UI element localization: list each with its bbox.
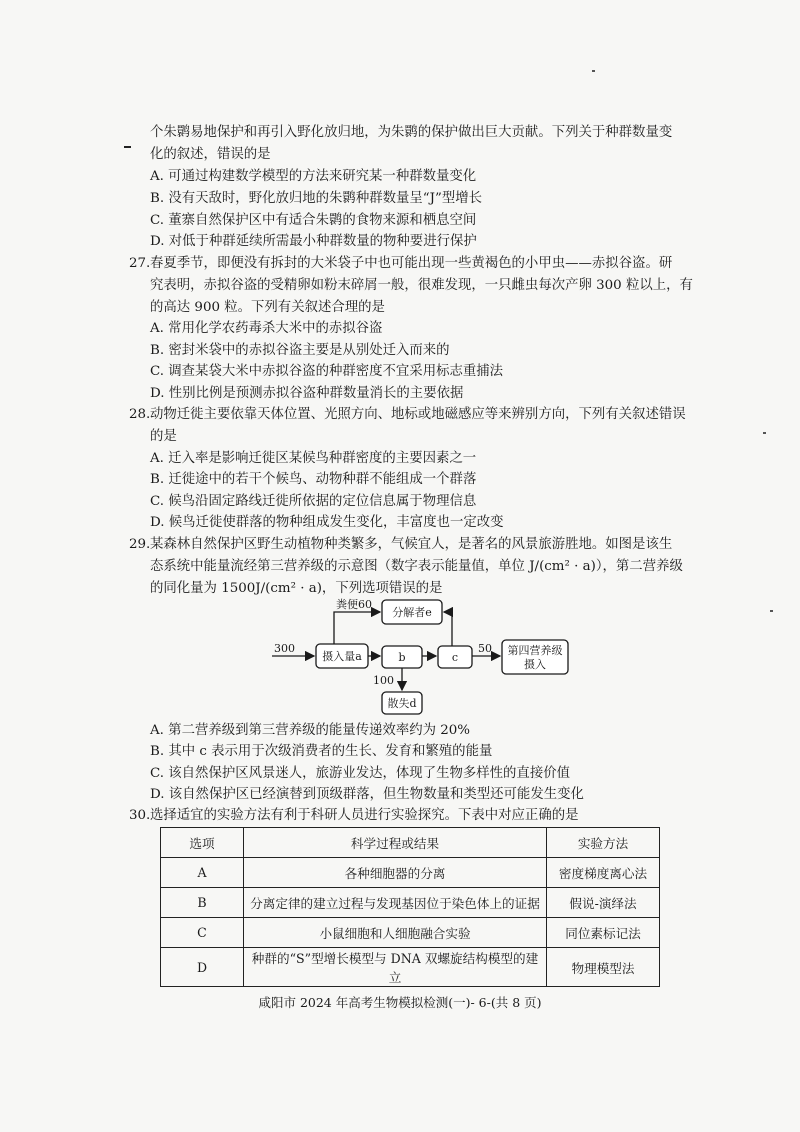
q27-stem-line3: 的高达 900 粒。下列有关叙述合理的是 [150,300,385,315]
q27-stem-line1: 春夏季节，即便没有拆封的大米袋子中也可能出现一些黄褐色的小甲虫——赤拟谷盗。研 [150,256,673,271]
margin-mark [124,146,131,148]
q29-option-b: B. 其中 c 表示用于次级消费者的生长、发育和繁殖的能量 [150,744,493,759]
energy-flow-diagram [262,590,602,718]
page-footer: 咸阳市 2024 年高考生物模拟检测(一)- 6-(共 8 页) [258,995,542,1010]
q26-intro-line2: 化的叙述，错误的是 [150,147,271,162]
row-d-method: 物理模型法 [547,948,660,987]
experiment-methods-table [160,827,660,987]
row-c-option: C [161,918,244,948]
scan-speck [592,70,595,72]
row-c-method: 同位素标记法 [547,918,660,948]
q26-intro-line1: 个朱鹮易地保护和再引入野化放归地，为朱鹮的保护做出巨大贡献。下列关于种群数量变 [150,125,673,140]
q28-option-d: D. 候鸟迁徙使群落的物种组成发生变化，丰富度也一定改变 [150,515,504,530]
header-process: 科学过程或结果 [244,828,547,858]
q29-option-a: A. 第二营养级到第三营养级的能量传递效率约为 20% [150,723,471,738]
q28-option-b: B. 迁徙途中的若干个候鸟、动物种群不能组成一个群落 [150,472,477,487]
q27-option-c: C. 调查某袋大米中赤拟谷盗的种群密度不宜采用标志重捕法 [150,364,504,379]
scan-speck [770,610,773,612]
q27-number: 27. [129,256,151,271]
q30-number: 30. [129,808,151,823]
loss-label: 散失d [387,697,417,710]
c-to-decomposer-arrow [444,612,452,646]
q29-stem-line2: 态系统中能量流经第三营养级的示意图（数字表示能量值，单位 J/(cm² · a)），第二营养级 [150,559,683,574]
row-b-option: B [161,888,244,918]
row-a-option: A [161,858,244,888]
row-c-process: 小鼠细胞和人细胞融合实验 [244,918,547,948]
q26-option-b: B. 没有天敌时，野化放归地的朱鹮种群数量呈“J”型增长 [150,191,483,206]
row-b-process: 分离定律的建立过程与发现基因位于染色体上的证据 [244,888,547,918]
table-row [161,888,660,918]
table-row [161,948,660,987]
q28-option-a: A. 迁入率是影响迁徙区某候鸟种群密度的主要因素之一 [150,451,477,466]
fourth-level-label-line2: 摄入 [524,658,546,671]
row-a-process: 各种细胞器的分离 [244,858,547,888]
table-header-row [161,828,660,858]
feces-arrow [334,612,380,644]
q30-stem: 选择适宜的实验方法有利于科研人员进行实验探究。下表中对应正确的是 [150,808,579,823]
q29-stem-line1: 某森林自然保护区野生动植物种类繁多，气候宜人，是著名的风景旅游胜地。如图是该生 [150,537,673,552]
q27-option-d: D. 性别比例是预测赤拟谷盗种群数量消长的主要依据 [150,386,464,401]
decomposer-label: 分解者e [392,606,432,619]
q27-stem-line2: 究表明，赤拟谷盗的受精卵如粉末碎屑一般，很难发现，一只雌虫每次产卵 300 粒以上，有 [150,278,693,293]
row-d-process: 种群的“S”型增长模型与 DNA 双螺旋结构模型的建立 [244,948,547,987]
row-a-method: 密度梯度离心法 [547,858,660,888]
scan-speck [763,432,766,434]
q27-option-b: B. 密封米袋中的赤拟谷盗主要是从别处迁入而来的 [150,343,450,358]
row-d-option: D [161,948,244,987]
box-b-label: b [398,651,406,664]
table-row [161,918,660,948]
intake-label: 摄入量a [322,650,362,663]
q29-option-d: D. 该自然保护区已经演替到顶级群落，但生物数量和类型还可能发生变化 [150,787,584,802]
input-value-label: 300 [274,642,295,655]
q27-option-a: A. 常用化学农药毒杀大米中的赤拟谷盗 [150,321,383,336]
feces-label: 粪便60 [336,598,372,611]
q29-number: 29. [129,537,151,552]
q28-stem-line1: 动物迁徙主要依靠天体位置、光照方向、地标或地磁感应等来辨别方向，下列有关叙述错误 [150,407,686,422]
header-method: 实验方法 [547,828,660,858]
q26-option-c: C. 董寨自然保护区中有适合朱鹮的食物来源和栖息空间 [150,213,477,228]
q26-option-d: D. 对低于种群延续所需最小种群数量的物种要进行保护 [150,234,477,249]
q28-option-c: C. 候鸟沿固定路线迁徙所依据的定位信息属于物理信息 [150,494,477,509]
q28-stem-line2: 的是 [150,429,177,444]
value-100-label: 100 [373,674,394,687]
row-b-method: 假说-演绎法 [547,888,660,918]
box-c-label: c [451,651,459,664]
table-row [161,858,660,888]
q29-stem-line3: 的同化量为 1500J/(cm² · a)，下列选项错误的是 [150,581,443,596]
fourth-level-label-line1: 第四营养级 [507,644,563,657]
q29-option-c: C. 该自然保护区风景迷人，旅游业发达，体现了生物多样性的直接价值 [150,766,570,781]
q28-number: 28. [129,407,151,422]
value-50-label: 50 [478,642,492,655]
q26-option-a: A. 可通过构建数学模型的方法来研究某一种群数量变化 [150,169,477,184]
header-option: 选项 [161,828,244,858]
